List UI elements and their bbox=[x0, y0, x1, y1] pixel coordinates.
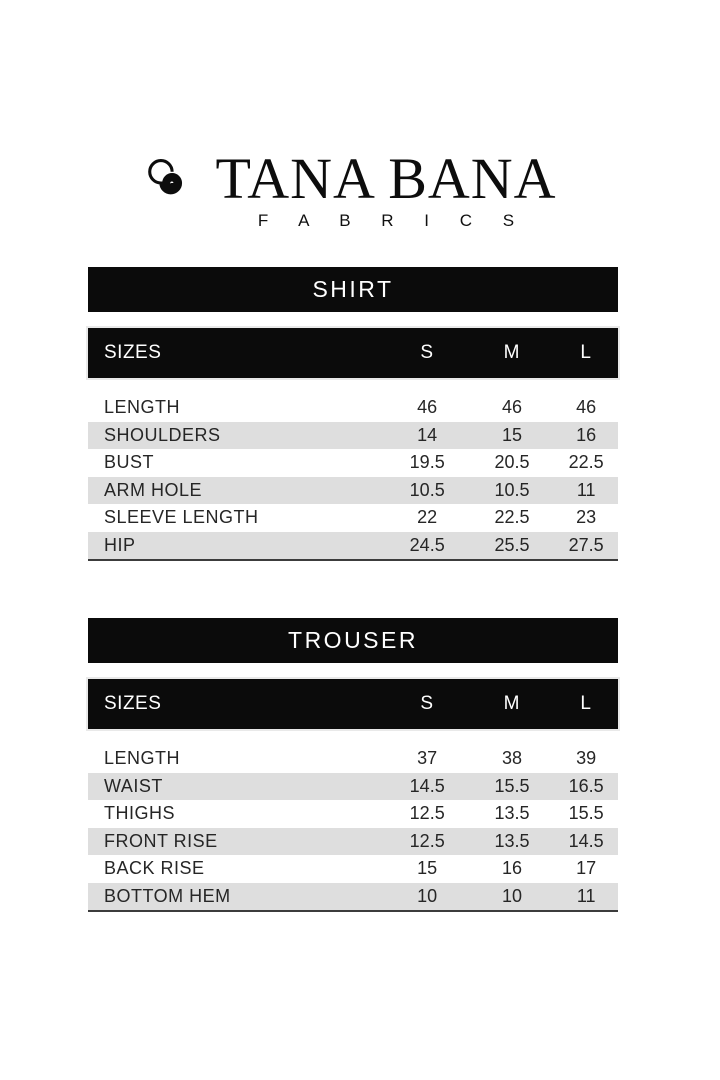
value-s: 19.5 bbox=[409, 452, 445, 473]
value-l: 27.5 bbox=[568, 534, 604, 555]
measurement-label: ARM HOLE bbox=[104, 479, 203, 500]
sizes-label: SIZES bbox=[104, 342, 162, 363]
measurement-row bbox=[88, 800, 618, 828]
section-title-bar bbox=[88, 267, 618, 312]
size-column-header-m: M bbox=[503, 693, 521, 714]
brand-subtitle: F A B R I C S bbox=[257, 211, 528, 230]
size-section bbox=[88, 618, 618, 912]
value-s: 15 bbox=[417, 858, 438, 879]
section-title: SHIRT bbox=[312, 276, 394, 302]
measurement-label: LENGTH bbox=[104, 397, 181, 418]
measurement-label: THIGHS bbox=[104, 803, 176, 824]
measurement-label: WAIST bbox=[104, 775, 163, 796]
measurement-row bbox=[88, 745, 618, 773]
measurement-label: SLEEVE LENGTH bbox=[104, 507, 259, 528]
measurement-row bbox=[88, 883, 618, 911]
value-m: 10.5 bbox=[494, 479, 530, 500]
measurement-rows bbox=[88, 394, 618, 561]
brand-text bbox=[215, 146, 557, 231]
size-column-header-l: L bbox=[580, 693, 592, 714]
value-l: 16.5 bbox=[568, 775, 604, 796]
sizes-header-row bbox=[88, 328, 618, 378]
measurement-row bbox=[88, 504, 618, 532]
value-m: 13.5 bbox=[494, 830, 530, 851]
measurement-label: BUST bbox=[104, 452, 155, 473]
value-l: 22.5 bbox=[568, 452, 604, 473]
measurement-row bbox=[88, 773, 618, 801]
value-s: 12.5 bbox=[409, 803, 445, 824]
measurement-row bbox=[88, 449, 618, 477]
measurement-label: LENGTH bbox=[104, 748, 181, 769]
brand-name: TANA BANA bbox=[215, 146, 557, 211]
value-s: 14 bbox=[417, 424, 438, 445]
value-m: 15 bbox=[501, 424, 522, 445]
value-s: 14.5 bbox=[409, 775, 445, 796]
spiral-icon bbox=[143, 152, 199, 214]
measurement-label: BACK RISE bbox=[104, 858, 205, 879]
measurement-rows bbox=[88, 745, 618, 912]
measurement-row bbox=[88, 828, 618, 856]
measurement-label: FRONT RISE bbox=[104, 830, 218, 851]
value-m: 16 bbox=[501, 858, 522, 879]
value-l: 39 bbox=[576, 748, 597, 769]
measurement-label: BOTTOM HEM bbox=[104, 885, 231, 906]
measurement-label: HIP bbox=[104, 534, 136, 555]
value-m: 25.5 bbox=[494, 534, 530, 555]
value-s: 12.5 bbox=[409, 830, 445, 851]
size-column-header-m: M bbox=[503, 342, 521, 363]
measurement-row bbox=[88, 855, 618, 883]
size-section bbox=[88, 267, 618, 561]
value-m: 15.5 bbox=[494, 775, 530, 796]
value-l: 46 bbox=[576, 397, 597, 418]
value-l: 17 bbox=[576, 858, 597, 879]
value-m: 13.5 bbox=[494, 803, 530, 824]
section-title-bar bbox=[88, 618, 618, 663]
sizes-label: SIZES bbox=[104, 693, 162, 714]
value-s: 10.5 bbox=[409, 479, 445, 500]
section-title: TROUSER bbox=[288, 627, 418, 653]
size-column-header-s: S bbox=[420, 693, 435, 714]
value-m: 20.5 bbox=[494, 452, 530, 473]
measurement-label: SHOULDERS bbox=[104, 424, 221, 445]
value-l: 23 bbox=[576, 507, 597, 528]
value-l: 14.5 bbox=[568, 830, 604, 851]
value-m: 10 bbox=[501, 885, 522, 906]
value-m: 46 bbox=[501, 397, 522, 418]
brand-logo bbox=[0, 146, 710, 231]
value-l: 15.5 bbox=[568, 803, 604, 824]
value-s: 22 bbox=[417, 507, 438, 528]
value-l: 16 bbox=[576, 424, 597, 445]
sizes-header-row bbox=[88, 679, 618, 729]
value-m: 22.5 bbox=[494, 507, 530, 528]
value-s: 10 bbox=[417, 885, 438, 906]
value-l: 11 bbox=[576, 885, 596, 906]
value-l: 11 bbox=[576, 479, 596, 500]
measurement-row bbox=[88, 532, 618, 560]
measurement-row bbox=[88, 422, 618, 450]
measurement-row bbox=[88, 394, 618, 422]
size-tables bbox=[88, 267, 618, 912]
value-s: 46 bbox=[417, 397, 438, 418]
value-s: 37 bbox=[417, 748, 438, 769]
size-column-header-s: S bbox=[420, 342, 435, 363]
value-m: 38 bbox=[501, 748, 522, 769]
value-s: 24.5 bbox=[409, 534, 445, 555]
size-column-header-l: L bbox=[580, 342, 592, 363]
measurement-row bbox=[88, 477, 618, 505]
